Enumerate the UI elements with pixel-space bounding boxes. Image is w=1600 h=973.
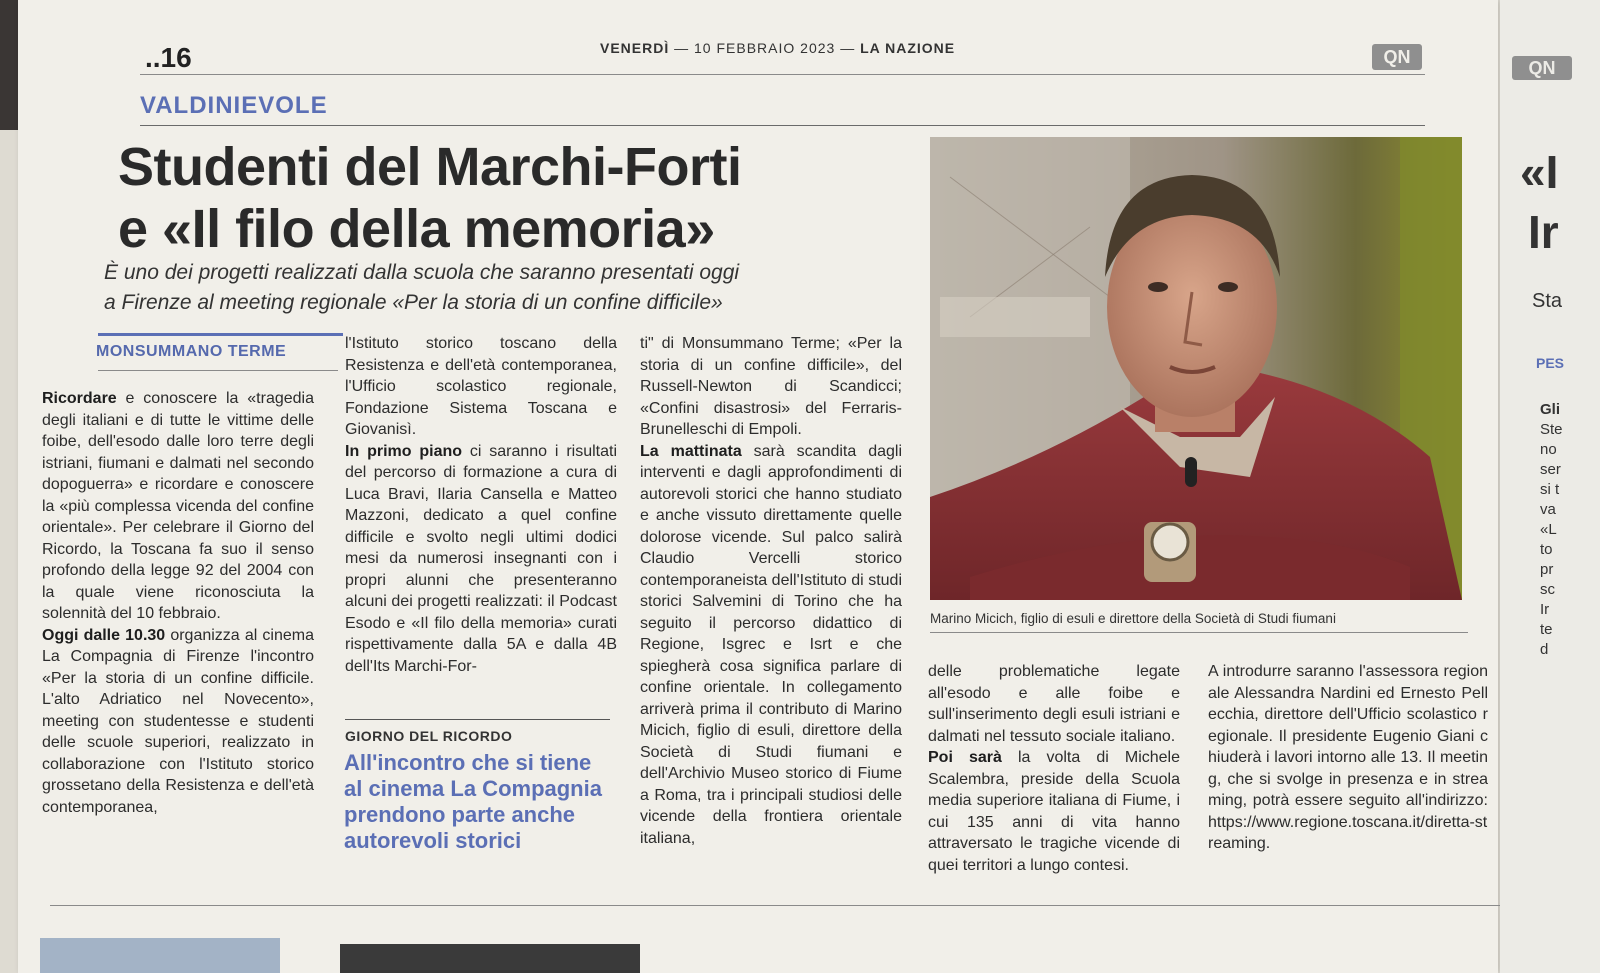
folio-line [600,40,955,56]
adjacent-page [1500,0,1600,973]
pull-quote-rule [345,719,610,720]
photo-caption: Marino Micich, figlio di esuli e direttore della Società di Studi fiumani [930,611,1336,626]
column-1 [42,388,314,818]
pull-quote: All'incontro che si tiene al cinema La Compagnia prendono parte anche autorevoli storici [344,750,602,853]
column-4-paragraph-1: delle problematiche legate all'esodo e alle foibe e sull'inserimento degli esuli istriani e dalmati nel tessuto sociale italiano. [928,663,1180,745]
column-5 [1208,661,1488,855]
pull-quote-kicker: GIORNO DEL RICORDO [345,728,513,744]
page-number: ..16 [145,42,192,73]
dateline-bar [98,333,343,336]
bottom-rule [50,905,1500,906]
adjacent-qn-logo: QN [1512,56,1572,80]
lead-word: Ricordare [42,390,117,407]
column-4 [928,661,1180,876]
column-2-paragraph-1: l'Istituto storico toscano della Resistenza e dell'età contemporanea, l'Ufficio scolastico regionale, Fondazione Sistema Toscana e Giovanisì. [345,335,617,438]
paragraph-text: sarà scandita dagli interventi e dagli approfondimenti di autorevoli storici che hanno studiato e anche vissuto direttamente quelle dolorose vicende. Sul palco salirà Claudio Vercelli storico contemporaneista dell'Istituto di studi storici Salvemini di Torino che ha seguito il percorso didattico di Regione, Isgrec e Isrt e che spiegherà cosa significa parlare di confine orientale. In collegamento arriverà prima il contributo di Marino Micich, figlio di esuli, direttore della Società di Studi fiumani e dell'Archivio Museo storico di Fiume a Roma, tra i principali studiosi delle vicende della frontiera orientale italiana, [640,442,902,847]
adjacent-line: si t [1540,481,1560,498]
adjacent-line: no [1540,441,1557,458]
adjacent-line: sc [1540,581,1555,598]
folio-date: — 10 FEBBRAIO 2023 — [674,40,856,56]
folio-day: VENERDÌ [600,40,670,56]
headline [118,136,918,260]
paragraph-text: ci saranno i risultati del percorso di formazione a cura di Luca Bravi, Ilaria Cansella e Matteo Mazzoni, dedicato a quel confine difficile e svolto negli ultimi dodici mesi da numerosi insegnanti con i propri alunni che presenteranno alcuni dei progetti realizzati: il Podcast Esodo e «Il filo della memoria» curati rispettivamente dalla 5A e dalla 4B dell'Its Marchi-For- [345,442,617,675]
adjacent-headline-fragment-1: «I [1520,146,1559,198]
column-3 [640,333,902,849]
subhead-line-2: a Firenze al meeting regionale «Per la storia di un confine difficile» [104,291,723,314]
background-edge [0,0,18,130]
section-rule [140,125,1425,126]
lead-word: Poi sarà [928,749,1002,766]
adjacent-subhead-fragment: Sta [1532,290,1563,312]
lead-word: Oggi dalle 10.30 [42,626,166,644]
paragraph-text: organizza al cinema La Compagnia di Firenze l'incontro «Per la storia di un confine difficile. L'alto Adriatico nel Novecento», meeting con studentesse e studenti delle scuole superiori, realizzato in collaborazione con l'Istituto storico grossetano della Resistenza e dell'età contemporanea, [42,626,314,816]
folio-rule [140,74,1425,75]
column-3-paragraph-1: ti" di Monsummano Terme; «Per la storia di un confine difficile», del Russell-Newton di Scandicci; «Confini disastrosi» del Ferraris-Brunelleschi di Empoli. [640,335,902,438]
adjacent-column-fragment [1540,400,1563,660]
column-1-paragraph-1 [42,388,314,625]
paragraph-text: e conoscere la «tragedia degli italiani e di tutte le vittime delle foibe, dell'esodo dalle loro terre degli istriani, fiumani e dalmati nel secondo dopoguerra» e ricordare e conoscere la «più complessa vicenda del confine orientale». Per celebrare il Giorno del Ricordo, la Toscana fa suo il senso profondo della legge 92 del 2004 con la quale viene riconosciuta la solennità del 10 febbraio. [42,390,314,622]
adjacent-line: Gli [1540,401,1561,418]
section-kicker: VALDINIEVOLE [140,92,328,119]
adjacent-line: ser [1540,461,1561,478]
column-2-paragraph-2 [345,441,617,678]
paragraph-text: la volta di Michele Scalembra, preside della Scuola media superiore italiana di Fiume, i cui 135 anni di vita hanno attraversato le tragiche vicende di quei territori a lungo contesi. [928,749,1180,874]
lead-word: In primo piano [345,442,463,460]
adjacent-line: pr [1540,561,1554,578]
headline-line-2: e «Il filo della memoria» [118,199,715,259]
adjacent-line: d [1540,641,1549,658]
portrait-photo [930,137,1462,600]
portrait-illustration [930,137,1462,600]
next-headline-strip [340,944,640,973]
dateline: MONSUMMANO TERME [96,343,287,360]
adjacent-kicker-fragment: PES [1536,355,1565,371]
bottom-strip [40,938,280,973]
adjacent-line: «L [1540,521,1557,538]
column-3-paragraph-2 [640,441,902,850]
adjacent-line: Ir [1540,601,1550,618]
caption-rule [930,632,1468,633]
qn-logo: QN [1372,44,1422,70]
adjacent-line: Ste [1540,421,1563,438]
column-2 [345,333,617,677]
column-5-paragraph-1: A introdurre saranno l'assessora regionale Alessandra Nardini ed Ernesto Pellecchia, direttore dell'Ufficio scolastico regionale. Il presidente Eugenio Giani chiuderà i lavori intorno alle 13. Il meeting, che si svolge in presenza e in streaming, potrà essere seguito all'indirizzo: https://www.regione.toscana.it/diretta-streaming. [1208,663,1488,852]
headline-line-1: Studenti del Marchi-Forti [118,137,742,197]
column-4-paragraph-2 [928,747,1180,876]
column-1-paragraph-2 [42,625,314,819]
dateline-rule [98,370,338,371]
lead-word: La mattinata [640,442,742,460]
adjacent-line: to [1540,541,1553,558]
adjacent-line: te [1540,621,1553,638]
folio-paper: LA NAZIONE [860,40,956,56]
subhead [104,258,904,318]
adjacent-headline-fragment-2: Ir [1528,206,1559,258]
adjacent-line: va [1540,501,1556,518]
subhead-line-1: È uno dei progetti realizzati dalla scuola che saranno presentati oggi [104,261,740,284]
